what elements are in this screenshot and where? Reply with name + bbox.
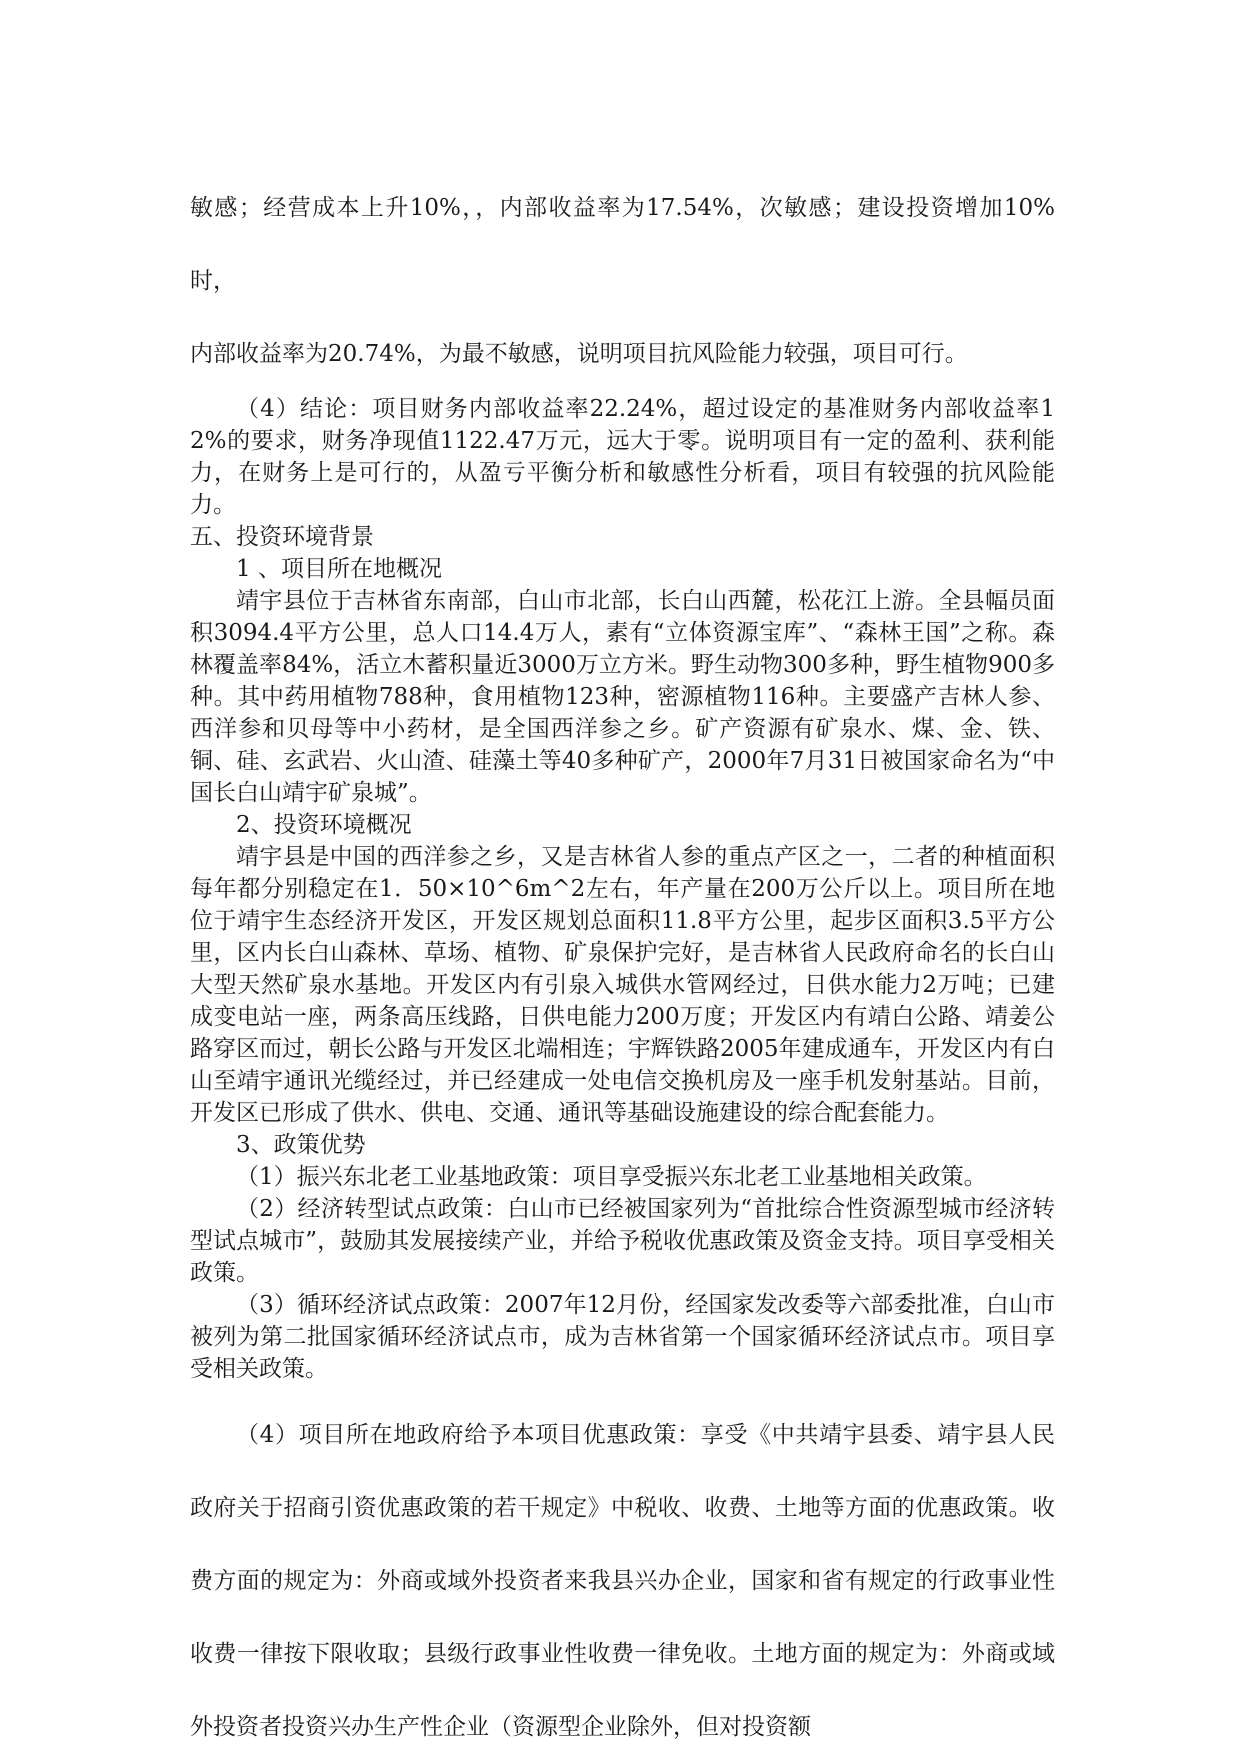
paragraph-policy-2: （2）经济转型试点政策：白山市已经被国家列为“首批综合性资源型城市经济转型试点城市”，鼓励其发展接续产业，并给予税收优惠政策及资金支持。项目享受相关政策。	[190, 1196, 1055, 1286]
paragraph-investment-environment: 靖宇县是中国的西洋参之乡，又是吉林省人参的重点产区之一，二者的种植面积每年都分别稳定在1．50×10^6m^2左右，年产量在200万公斤以上。项目所在地位于靖宇生态经济开发区，开发区规划总面积11.8平方公里，起步区面积3.5平方公里，区内长白山森林、草场、植物、矿泉保护完好，是吉林省人民政府命名的长白山大型天然矿泉水基地。开发区内有引泉入城供水管网经过，日供水能力2万吨；已建成变电站一座，两条高压线路，日供电能力200万度；开发区内有靖白公路、靖姜公路穿区而过，朝长公路与开发区北端相连；宇辉铁路2005年建成通车，开发区内有白山至靖宇通讯光缆经过，并已经建成一处电信交换机房及一座手机发射基站。目前，开发区已形成了供水、供电、交通、通讯等基础设施建设的综合配套能力。	[190, 844, 1055, 1126]
subheading-policy-advantages: 3、政策优势	[236, 1132, 366, 1158]
subheading-location-overview: 1 、项目所在地概况	[236, 556, 442, 582]
paragraph-policy-4: （4）项目所在地政府给予本项目优惠政策：享受《中共靖宇县委、靖宇县人民政府关于招商引资优惠政策的若干规定》中税收、收费、土地等方面的优惠政策。收费方面的规定为：外商或域外投资者来我县兴办企业，国家和省有规定的行政事业性收费一律按下限收取；县级行政事业性收费一律免收。土地方面的规定为：外商或域外投资者投资兴办生产性企业（资源型企业除外，但对投资额	[190, 1422, 1055, 1740]
subheading-investment-environment: 2、投资环境概况	[236, 812, 412, 838]
section-heading-investment-environment: 五、投资环境背景	[190, 524, 374, 550]
paragraph-sensitivity-end: 内部收益率为20.74%，为最不敏感，说明项目抗风险能力较强，项目可行。	[190, 341, 968, 367]
paragraph-policy-3: （3）循环经济试点政策：2007年12月份，经国家发改委等六部委批准，白山市被列为第二批国家循环经济试点市，成为吉林省第一个国家循环经济试点市。项目享受相关政策。	[190, 1292, 1055, 1382]
paragraph-sensitivity-cont: 敏感；经营成本上升10%，，内部收益率为17.54%，次敏感；建设投资增加10%时，	[190, 195, 1055, 294]
paragraph-conclusion: （4）结论：项目财务内部收益率22.24%，超过设定的基准财务内部收益率12%的要求，财务净现值1122.47万元，远大于零。说明项目有一定的盈利、获利能力，在财务上是可行的，从盈亏平衡分析和敏感性分析看，项目有较强的抗风险能力。	[190, 396, 1055, 518]
paragraph-policy-1: （1）振兴东北老工业基地政策：项目享受振兴东北老工业基地相关政策。	[236, 1164, 987, 1190]
paragraph-location-overview: 靖宇县位于吉林省东南部，白山市北部，长白山西麓，松花江上游。全县幅员面积3094.4平方公里，总人口14.4万人，素有“立体资源宝库”、“森林王国”之称。森林覆盖率84%，活立木蓄积量近3000万立方米。野生动物300多种，野生植物900多种。其中药用植物788种，食用植物123种，密源植物116种。主要盛产吉林人参、西洋参和贝母等中小药材，是全国西洋参之乡。矿产资源有矿泉水、煤、金、铁、铜、硅、玄武岩、火山渣、硅藻土等40多种矿产，2000年7月31日被国家命名为“中国长白山靖宇矿泉城”。	[190, 588, 1055, 806]
document-body	[190, 172, 1055, 1764]
